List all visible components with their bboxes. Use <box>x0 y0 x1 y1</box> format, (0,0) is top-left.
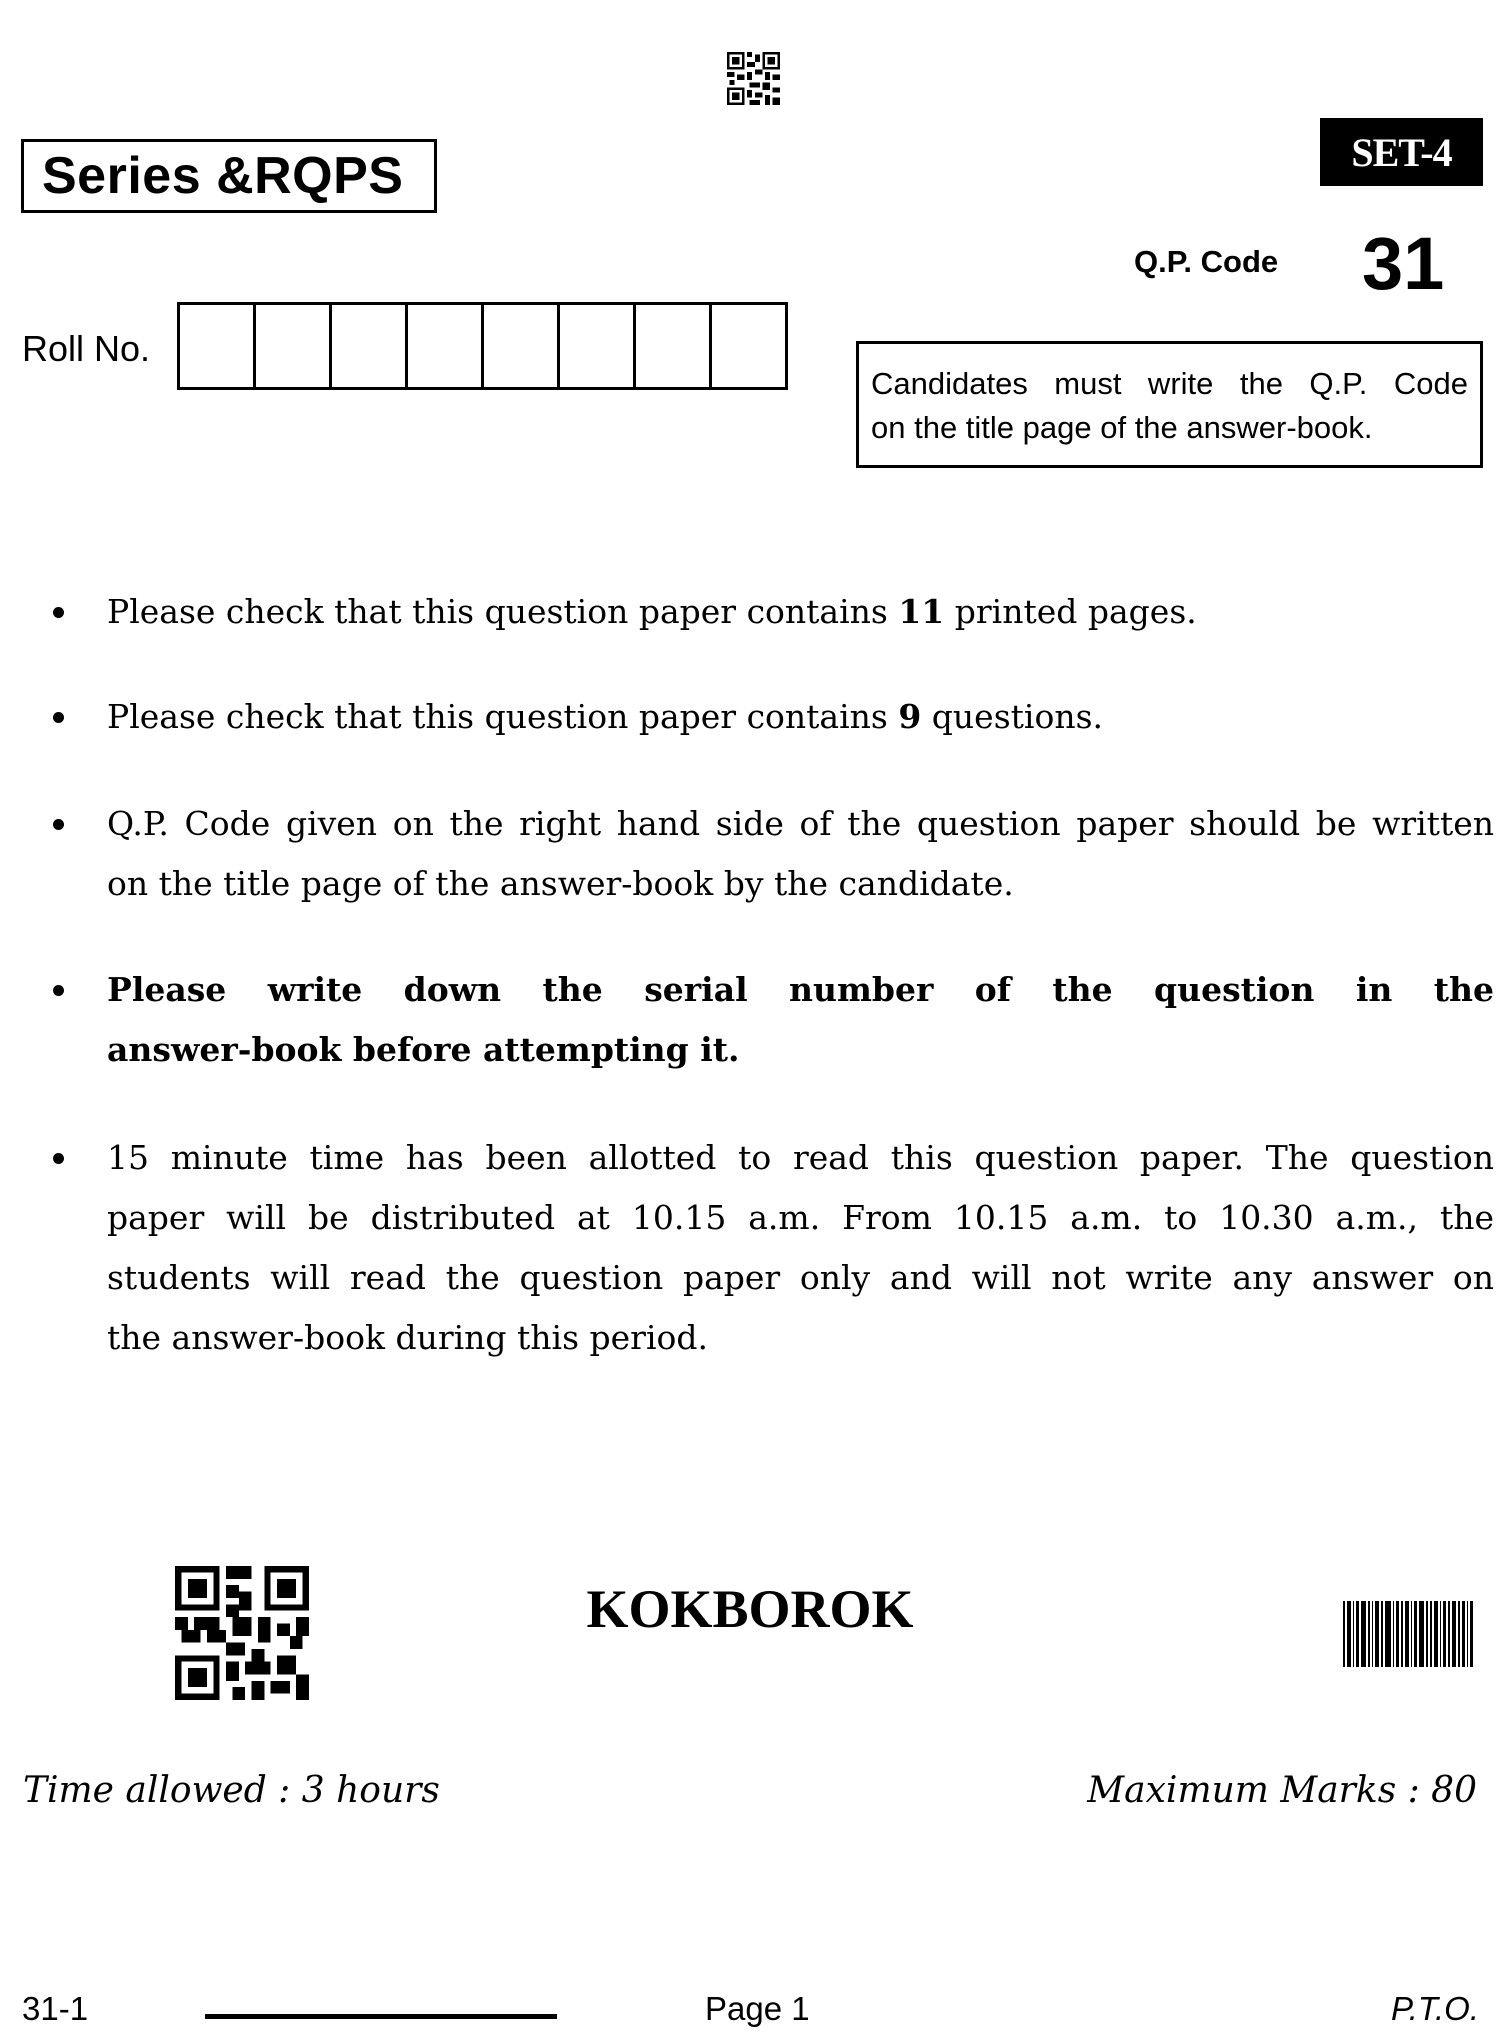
bullet-icon <box>53 607 64 618</box>
qr-code-icon-top <box>727 52 780 105</box>
instruction-text <box>107 582 1494 642</box>
footer-paper-code: 31-1 <box>22 1990 89 2027</box>
roll-no-label: Roll No. <box>22 328 151 369</box>
instruction-text <box>107 794 1494 914</box>
instruction-line: paper will be distributed at 10.15 a.m. From 10.15 a.m. to 10.30 a.m., the <box>107 1198 1494 1237</box>
bullet-icon <box>53 819 64 830</box>
roll-no-cell[interactable] <box>180 305 256 387</box>
roll-no-cell[interactable] <box>484 305 560 387</box>
roll-no-cell[interactable] <box>256 305 332 387</box>
footer-page-number: Page 1 <box>705 1990 810 2027</box>
roll-no-cell[interactable] <box>712 305 785 387</box>
series-label: Series &RQPS <box>42 147 404 205</box>
set-label: SET-4 <box>1351 129 1452 175</box>
instruction-line: the answer-book during this period. <box>107 1318 708 1357</box>
set-badge <box>1320 118 1483 186</box>
roll-no-cell[interactable] <box>332 305 408 387</box>
footer-divider <box>205 2014 557 2019</box>
instruction-text <box>107 687 1494 747</box>
roll-no-cell[interactable] <box>560 305 636 387</box>
series-box <box>21 139 437 213</box>
roll-no-boxes <box>177 302 788 390</box>
bullet-icon <box>53 712 64 723</box>
candidate-note <box>871 362 1468 450</box>
instruction-line: students will read the question paper only and will not write any answer on <box>107 1258 1494 1297</box>
instruction-text <box>107 1128 1494 1368</box>
instruction-line: Q.P. Code given on the right hand side of the question paper should be written <box>107 804 1494 843</box>
instruction-line: answer-book before attempting it. <box>107 1030 740 1069</box>
candidate-note-line: on the title page of the answer-book. <box>871 410 1373 445</box>
barcode-icon <box>1343 1601 1475 1667</box>
instruction-line: 15 minute time has been allotted to read this question paper. The question <box>107 1138 1494 1177</box>
bullet-icon <box>53 985 64 996</box>
instruction-line: on the title page of the answer-book by the candidate. <box>107 864 1014 903</box>
roll-no-cell[interactable] <box>408 305 484 387</box>
time-allowed: Time allowed : 3 hours <box>23 1770 440 1811</box>
candidate-note-box <box>856 341 1483 468</box>
instruction-line: Please check that this question paper contains 9 questions. <box>107 697 1104 736</box>
footer-pto: P.T.O. <box>1390 1990 1479 2027</box>
instruction-text <box>107 960 1494 1080</box>
qr-code-icon-bottom <box>175 1565 309 1701</box>
instruction-line: Please check that this question paper contains 11 printed pages. <box>107 592 1197 631</box>
qp-code-value: 31 <box>1362 222 1445 305</box>
maximum-marks: Maximum Marks : 80 <box>1087 1770 1477 1811</box>
candidate-note-line: Candidates must write the Q.P. Code <box>871 366 1468 401</box>
bullet-icon <box>53 1153 64 1164</box>
instruction-line: Please write down the serial number of the question in the <box>107 970 1494 1009</box>
subject-title: KOKBOROK <box>586 1579 914 1639</box>
roll-no-cell[interactable] <box>636 305 712 387</box>
qp-code-label: Q.P. Code <box>1134 244 1279 279</box>
